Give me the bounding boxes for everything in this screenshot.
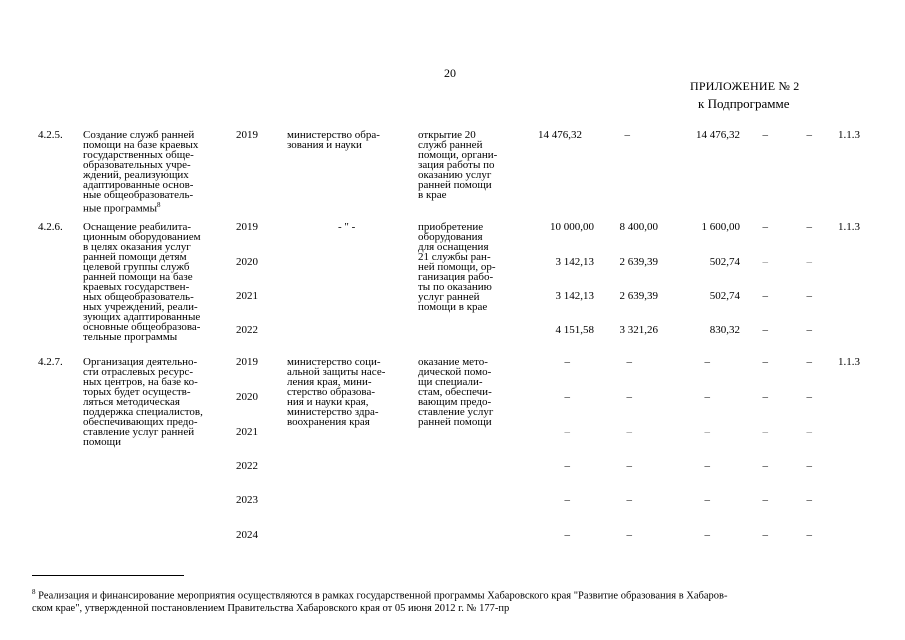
page-number: 20	[444, 66, 456, 80]
value-other: –	[806, 221, 812, 233]
row-executor: - " -	[338, 221, 356, 233]
value-federal: –	[626, 426, 632, 438]
value-other: –	[806, 460, 812, 472]
year: 2019	[236, 129, 258, 141]
row-code: 4.2.6.	[38, 221, 63, 233]
value-regional: 1 600,00	[701, 221, 740, 233]
footnote-divider	[32, 575, 184, 576]
value-total: –	[564, 426, 570, 438]
footnote-text: Реализация и финансирование мероприятия осуществляются в рамках государственной программы Хабаровского края "Развитие образования в Хабаров- ском крае", утвержденной постановлением Правительства Хабаровского края от 05 июня 2012 г. № 177-пр	[32, 590, 728, 614]
value-total: –	[564, 391, 570, 403]
value-total: 10 000,00	[550, 221, 594, 233]
year: 2021	[236, 290, 258, 302]
year: 2021	[236, 426, 258, 438]
value-regional: –	[704, 391, 710, 403]
footnote	[32, 586, 872, 615]
row-result: открытие 20 служб ранней помощи, органи- зация работы по оказанию услуг ранней помощи в крае	[418, 129, 498, 201]
value-regional: 502,74	[709, 256, 740, 268]
value-other: –	[806, 391, 812, 403]
value-other: –	[806, 256, 812, 268]
row-ref: 1.1.3	[838, 356, 860, 368]
value-local: –	[762, 391, 768, 403]
year: 2019	[236, 356, 258, 368]
year: 2020	[236, 391, 258, 403]
value-federal: –	[626, 391, 632, 403]
value-total: –	[564, 494, 570, 506]
value-federal: 3 321,26	[619, 324, 658, 336]
value-other: –	[806, 290, 812, 302]
value-federal: 8 400,00	[619, 221, 658, 233]
value-local: –	[762, 324, 768, 336]
year: 2023	[236, 494, 258, 506]
appendix-subtitle: к Подпрограмме	[698, 96, 790, 111]
row-result: оказание мето- дической помо- щи специали- стам, обеспечи- вающим предо- ставление услуг ранней помощи	[418, 356, 494, 428]
row-executor: министерство обра- зования и науки	[287, 129, 380, 151]
row-ref: 1.1.3	[838, 221, 860, 233]
value-local: –	[762, 356, 768, 368]
value-total: 4 151,58	[555, 324, 594, 336]
value-local: –	[762, 221, 768, 233]
value-regional: 14 476,32	[696, 129, 740, 141]
footnote-mark: 8	[157, 201, 161, 209]
value-total: 3 142,13	[555, 290, 594, 302]
row-title-text: Создание служб ранней помощи на базе краевых государственных обще- образовательных учре- ждений, реализующих адаптированные основ- ные общеобразователь- ные программы	[83, 129, 199, 215]
value-regional: 830,32	[709, 324, 740, 336]
value-regional: 502,74	[709, 290, 740, 302]
value-federal: 2 639,39	[619, 290, 658, 302]
value-other: –	[806, 324, 812, 336]
value-total: 14 476,32	[538, 129, 582, 141]
row-title: Оснащение реабилита- ционным оборудованием в целях оказания услуг ранней помощи детям целевой группы служб ранней помощи на базе краевых государствен- ных общеобразователь- ных учреждений, реали- зующих адаптированные основные общеобразова- тельные программы	[83, 221, 201, 343]
value-local: –	[762, 529, 768, 541]
row-code: 4.2.7.	[38, 356, 63, 368]
year: 2020	[236, 256, 258, 268]
value-federal: 2 639,39	[619, 256, 658, 268]
value-local: –	[762, 129, 768, 141]
row-executor: министерство соци- альной защиты насе- ления края, мини- стерство образова- ния и науки края, министерство здра- воохранения края	[287, 356, 386, 428]
value-other: –	[806, 529, 812, 541]
year: 2024	[236, 529, 258, 541]
value-other: –	[806, 426, 812, 438]
value-regional: –	[704, 356, 710, 368]
value-local: –	[762, 256, 768, 268]
value-regional: –	[704, 460, 710, 472]
value-other: –	[806, 129, 812, 141]
value-federal: –	[626, 494, 632, 506]
value-federal: –	[626, 460, 632, 472]
appendix-title: ПРИЛОЖЕНИЕ № 2	[690, 79, 800, 93]
value-local: –	[762, 460, 768, 472]
footnote-mark: 8	[32, 588, 36, 596]
value-federal: –	[626, 356, 632, 368]
year: 2022	[236, 324, 258, 336]
value-total: –	[564, 529, 570, 541]
year: 2022	[236, 460, 258, 472]
value-other: –	[806, 356, 812, 368]
value-local: –	[762, 290, 768, 302]
year: 2019	[236, 221, 258, 233]
value-federal: –	[626, 529, 632, 541]
value-local: –	[762, 426, 768, 438]
value-local: –	[762, 494, 768, 506]
row-title	[83, 130, 225, 214]
row-title: Организация деятельно- сти отраслевых ресурс- ных центров, на базе ко- торых будет осуществ- ляться методическая поддержка специалистов, обеспечивающих предо- ставление услуг ранней помощи	[83, 356, 203, 448]
value-regional: –	[704, 494, 710, 506]
value-total: –	[564, 460, 570, 472]
row-code: 4.2.5.	[38, 129, 63, 141]
value-total: –	[564, 356, 570, 368]
value-total: 3 142,13	[555, 256, 594, 268]
row-result: приобретение оборудования для оснащения 21 службы ран- ней помощи, ор- ганизация рабо- ты по оказанию услуг ранней помощи в крае	[418, 221, 496, 313]
value-federal: –	[624, 129, 630, 141]
value-regional: –	[704, 426, 710, 438]
value-regional: –	[704, 529, 710, 541]
value-other: –	[806, 494, 812, 506]
row-ref: 1.1.3	[838, 129, 860, 141]
